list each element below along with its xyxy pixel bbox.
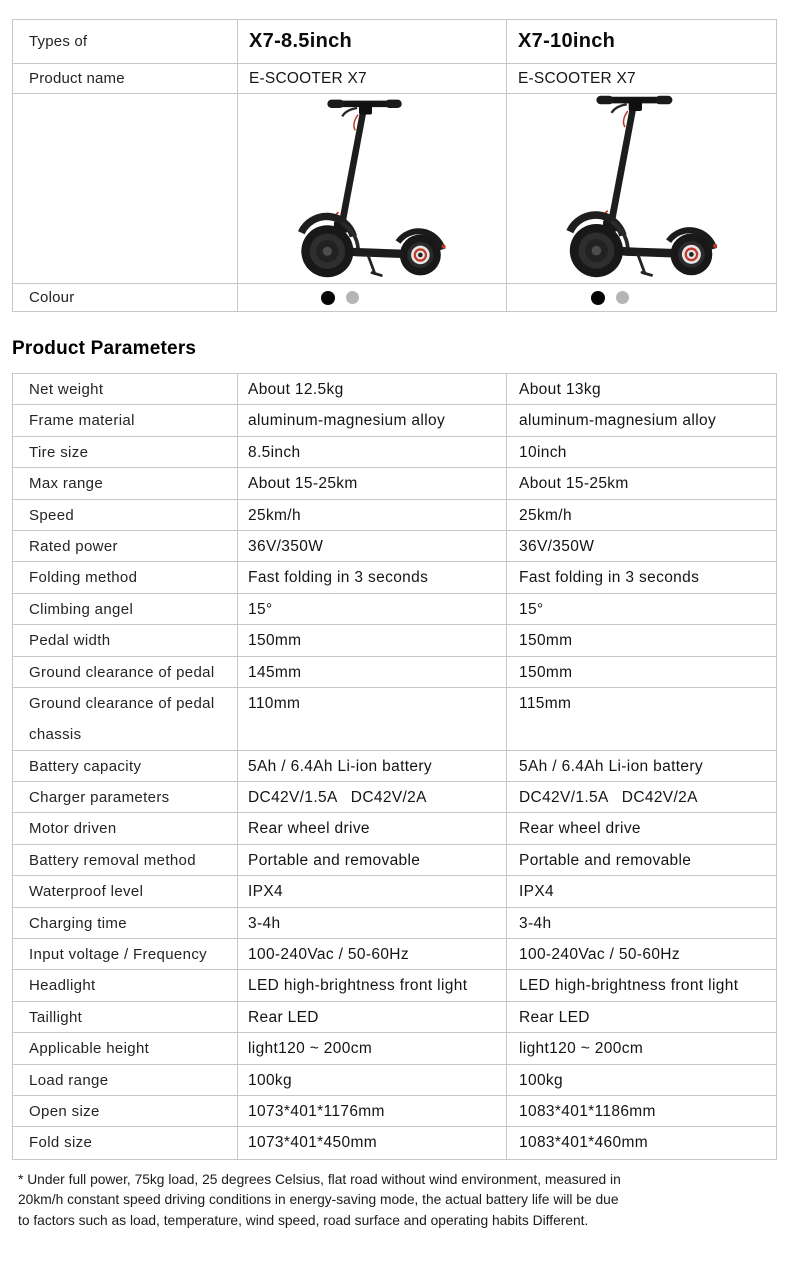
param-label: Open size — [29, 1103, 100, 1120]
param-value-x7-8-5inch: 100-240Vac / 50-60Hz — [237, 939, 506, 969]
param-label: Speed — [29, 506, 75, 524]
param-value-x7-10inch: 115mm — [506, 688, 776, 750]
param-label: Charging time — [29, 914, 127, 932]
colour-swatch-black — [591, 291, 605, 305]
param-label: Battery capacity — [29, 757, 142, 775]
image-cell-x7-10inch — [506, 94, 776, 283]
image-row-empty-cell — [13, 94, 237, 283]
param-label: Charger parameters — [29, 789, 170, 807]
param-row — [13, 437, 776, 468]
parameters-table — [12, 373, 777, 1160]
product-comparison-table — [12, 19, 777, 312]
param-row — [13, 876, 776, 907]
param-value-x7-8-5inch: DC42V/1.5A DC42V/2A — [237, 782, 506, 812]
param-row — [13, 813, 776, 844]
param-label: Climbing angel — [29, 600, 134, 618]
param-value-x7-10inch: IPX4 — [506, 876, 776, 906]
scooter-image-x7-8-5inch — [274, 95, 470, 281]
param-value-x7-8-5inch: aluminum-magnesium alloy — [237, 405, 506, 435]
param-value-x7-10inch: About 13kg — [506, 374, 776, 404]
param-row — [13, 1002, 776, 1033]
param-value-x7-8-5inch: About 12.5kg — [237, 374, 506, 404]
param-value-x7-10inch: 15° — [506, 594, 776, 624]
param-value-x7-10inch: Rear wheel drive — [506, 813, 776, 843]
param-value-x7-10inch: 100-240Vac / 50-60Hz — [506, 939, 776, 969]
param-row — [13, 688, 776, 751]
param-row — [13, 908, 776, 939]
param-value-x7-10inch: Rear LED — [506, 1002, 776, 1032]
param-value-x7-8-5inch: 15° — [237, 594, 506, 624]
colour-options-x7-8-5inch — [237, 284, 506, 311]
param-row — [13, 1096, 776, 1127]
param-label: Load range — [29, 1071, 109, 1089]
param-row — [13, 594, 776, 625]
model-title-x7-8-5inch: X7-8.5inch — [237, 20, 506, 63]
colour-options-x7-10inch — [506, 284, 776, 311]
colour-row — [13, 284, 776, 311]
param-value-x7-8-5inch: Rear wheel drive — [237, 813, 506, 843]
param-label: Applicable height — [29, 1040, 150, 1058]
param-row — [13, 625, 776, 656]
param-row — [13, 782, 776, 813]
param-label: Taillight — [29, 1008, 83, 1026]
param-value-x7-8-5inch: About 15-25km — [237, 468, 506, 498]
param-value-x7-8-5inch: 25km/h — [237, 500, 506, 530]
param-value-x7-10inch: 10inch — [506, 437, 776, 467]
product-name-row — [13, 64, 776, 94]
colour-swatch-gray — [346, 291, 359, 304]
product-spec-page — [0, 19, 790, 1265]
param-value-x7-10inch: 150mm — [506, 625, 776, 655]
param-row — [13, 562, 776, 593]
param-row — [13, 468, 776, 499]
colour-label: Colour — [29, 289, 75, 306]
param-value-x7-8-5inch: light120 ~ 200cm — [237, 1033, 506, 1063]
param-value-x7-8-5inch: 3-4h — [237, 908, 506, 938]
param-row — [13, 374, 776, 405]
param-label: Tire size — [29, 443, 89, 461]
param-label: Rated power — [29, 537, 118, 555]
param-value-x7-10inch: light120 ~ 200cm — [506, 1033, 776, 1063]
param-value-x7-8-5inch: 110mm — [237, 688, 506, 750]
param-value-x7-10inch: aluminum-magnesium alloy — [506, 405, 776, 435]
param-label: Battery removal method — [29, 851, 196, 869]
scooter-image-x7-10inch — [542, 94, 742, 281]
param-label: Input voltage / Frequency — [29, 946, 208, 964]
param-label: Headlight — [29, 977, 96, 995]
param-label: Folding method — [29, 569, 138, 587]
param-label: Waterproof level — [29, 883, 144, 901]
param-value-x7-8-5inch: Portable and removable — [237, 845, 506, 875]
param-row — [13, 1033, 776, 1064]
param-label: Ground clearance of pedal — [29, 663, 215, 681]
param-value-x7-8-5inch: Rear LED — [237, 1002, 506, 1032]
param-label: Motor driven — [29, 820, 117, 838]
param-value-x7-8-5inch: Fast folding in 3 seconds — [237, 562, 506, 592]
param-label: Pedal width — [29, 632, 111, 650]
param-value-x7-10inch: 25km/h — [506, 500, 776, 530]
param-value-x7-8-5inch: 1073*401*1176mm — [237, 1096, 506, 1126]
param-row — [13, 939, 776, 970]
param-label: Max range — [29, 475, 104, 493]
footnote — [18, 1170, 790, 1232]
param-row — [13, 751, 776, 782]
param-value-x7-8-5inch: LED high-brightness front light — [237, 970, 506, 1000]
param-row — [13, 405, 776, 436]
param-row — [13, 500, 776, 531]
param-value-x7-10inch: 100kg — [506, 1065, 776, 1095]
param-row — [13, 1065, 776, 1096]
param-label: Ground clearance of pedal chassis — [29, 694, 220, 744]
param-row — [13, 970, 776, 1001]
product-name-x7-10inch: E-SCOOTER X7 — [506, 64, 776, 93]
colour-swatch-gray — [616, 291, 629, 304]
footnote-line-3: to factors such as load, temperature, wind speed, road surface and operating habits Different. — [18, 1212, 589, 1228]
product-image-row — [13, 94, 776, 284]
param-value-x7-10inch: About 15-25km — [506, 468, 776, 498]
param-label: Fold size — [29, 1134, 93, 1152]
param-value-x7-8-5inch: 145mm — [237, 657, 506, 687]
param-row — [13, 531, 776, 562]
param-value-x7-10inch: 3-4h — [506, 908, 776, 938]
param-value-x7-10inch: DC42V/1.5A DC42V/2A — [506, 782, 776, 812]
param-value-x7-10inch: 36V/350W — [506, 531, 776, 561]
param-value-x7-10inch: 1083*401*1186mm — [506, 1096, 776, 1126]
param-value-x7-8-5inch: 5Ah / 6.4Ah Li-ion battery — [237, 751, 506, 781]
param-row — [13, 1127, 776, 1158]
types-row — [13, 20, 776, 64]
param-value-x7-8-5inch: 100kg — [237, 1065, 506, 1095]
param-value-x7-10inch: 150mm — [506, 657, 776, 687]
param-value-x7-10inch: 1083*401*460mm — [506, 1127, 776, 1158]
param-row — [13, 845, 776, 876]
footnote-line-2: 20km/h constant speed driving conditions in energy-saving mode, the actual battery life will be due — [18, 1192, 619, 1208]
param-value-x7-10inch: Portable and removable — [506, 845, 776, 875]
footnote-line-1: * Under full power, 75kg load, 25 degrees Celsius, flat road without wind environment, measured in — [18, 1171, 621, 1187]
param-value-x7-8-5inch: 8.5inch — [237, 437, 506, 467]
param-value-x7-8-5inch: 1073*401*450mm — [237, 1127, 506, 1158]
param-value-x7-8-5inch: 150mm — [237, 625, 506, 655]
param-value-x7-8-5inch: IPX4 — [237, 876, 506, 906]
section-heading: Product Parameters — [12, 338, 197, 359]
param-value-x7-10inch: Fast folding in 3 seconds — [506, 562, 776, 592]
product-name-x7-8-5inch: E-SCOOTER X7 — [237, 64, 506, 93]
types-of-label: Types of — [29, 33, 88, 50]
product-name-label: Product name — [29, 70, 125, 87]
param-value-x7-10inch: LED high-brightness front light — [506, 970, 776, 1000]
colour-swatch-black — [321, 291, 335, 305]
param-label: Net weight — [29, 381, 104, 398]
model-title-x7-10inch: X7-10inch — [506, 20, 776, 63]
param-value-x7-8-5inch: 36V/350W — [237, 531, 506, 561]
param-row — [13, 657, 776, 688]
image-cell-x7-8-5inch — [237, 94, 506, 283]
param-label: Frame material — [29, 412, 135, 430]
param-value-x7-10inch: 5Ah / 6.4Ah Li-ion battery — [506, 751, 776, 781]
